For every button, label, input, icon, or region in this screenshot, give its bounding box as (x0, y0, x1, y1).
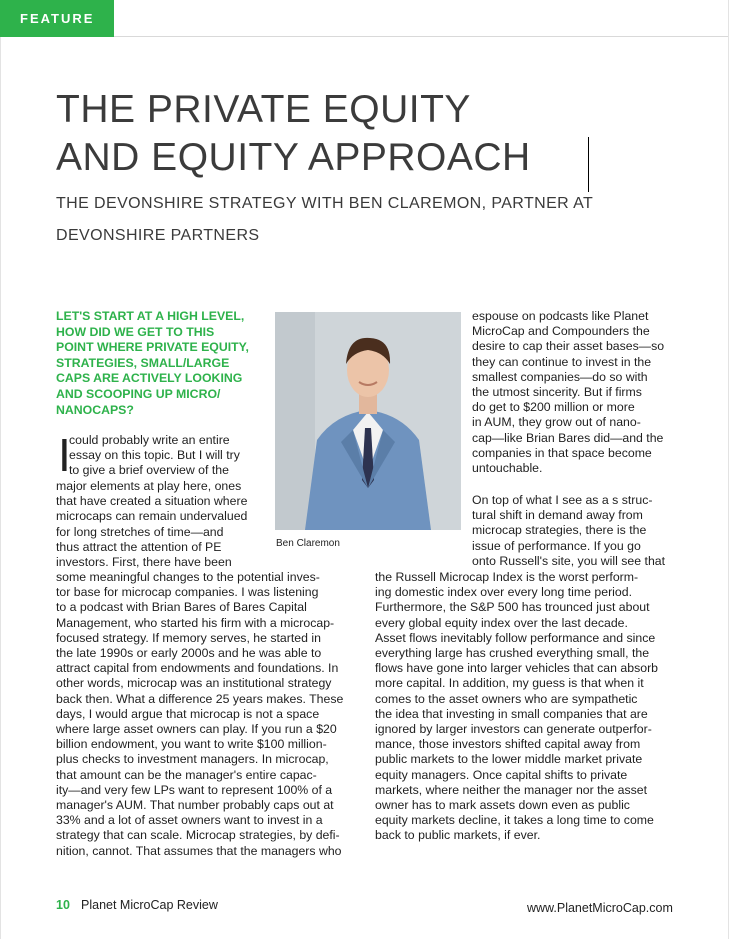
subtitle-line-1: THE DEVONSHIRE STRATEGY WITH BEN CLAREMON, PARTNER AT (56, 195, 594, 212)
question-line: POINT WHERE PRIVATE EQUITY, (56, 340, 249, 355)
body-line: they can continue to invest in the (472, 354, 652, 369)
col1-full-text (56, 570, 343, 859)
body-line: ity—and very few LPs want to represent 100% of a (56, 782, 333, 797)
body-line: untouchable. (472, 461, 543, 476)
col2-full-text (375, 570, 658, 844)
body-line: On top of what I see as a s struc- (472, 493, 653, 507)
body-line: owner has to mark assets down even as public (375, 798, 630, 813)
body-line: days, I would argue that microcap is not a space (56, 706, 320, 721)
body-line: equity markets decline, it takes a long time to come (375, 813, 654, 828)
body-line: everything large has crushed everything small, the (375, 646, 650, 661)
body-line: that amount can be the manager's entire capac- (56, 767, 317, 782)
body-line: microcap strategies, there is the (472, 523, 647, 538)
body-line: thus attract the attention of PE (56, 539, 222, 554)
body-line: the Russell Microcap Index is the worst perform- (375, 570, 639, 584)
body-line: equity managers. Once capital shifts to private (375, 767, 628, 782)
body-line: the idea that investing in small companies that are (375, 706, 648, 721)
body-line: do get to $200 million or more (472, 400, 635, 415)
body-line: markets, where neither the manager nor the asset (375, 782, 648, 797)
article-subtitle (56, 188, 676, 252)
subtitle-line-2: DEVONSHIRE PARTNERS (56, 227, 260, 244)
text-cursor (588, 137, 589, 192)
photo-caption: Ben Claremon (276, 538, 340, 549)
body-line: in AUM, they grow out of nano- (472, 415, 641, 430)
body-line: issue of performance. If you go (472, 538, 641, 553)
body-line: flows have gone into larger vehicles that can absorb (375, 661, 658, 676)
body-line: plus checks to investment managers. In microcap, (56, 752, 329, 767)
question-line: NANOCAPS? (56, 402, 134, 417)
body-line: for long stretches of time—and (56, 524, 224, 539)
body-line: companies in that space become (472, 445, 652, 460)
portrait-illustration (275, 312, 461, 530)
header-rule (114, 36, 729, 37)
body-line: more capital. In addition, my guess is that when it (375, 676, 644, 691)
body-line: desire to cap their asset bases—so (472, 339, 665, 354)
drop-cap: I (58, 429, 71, 481)
body-line: investors. First, there have been (56, 555, 232, 570)
col3-para2 (472, 493, 665, 569)
website-url[interactable]: www.PlanetMicroCap.com (527, 901, 673, 915)
col1-narrow-text (56, 479, 247, 570)
question-line: CAPS ARE ACTIVELY LOOKING (56, 371, 243, 386)
body-line: Asset flows inevitably follow performance and since (375, 630, 656, 645)
body-line: some meaningful changes to the potential inves- (56, 570, 320, 584)
body-line: MicroCap and Compounders the (472, 324, 650, 339)
title-line-2: AND EQUITY APPROACH (56, 136, 531, 179)
body-line: public markets to the lower middle market private (375, 752, 643, 767)
question-line: AND SCOOPING UP MICRO/ (56, 386, 221, 401)
body-line: back then. What a difference 25 years makes. These (56, 691, 344, 706)
body-line: ing domestic index over every long time period. (375, 585, 632, 600)
body-line: the late 1990s or early 2000s and he was able to (56, 646, 322, 661)
body-line: onto Russell's site, you will see that (472, 553, 666, 568)
body-line: microcaps can remain undervalued (56, 509, 248, 524)
body-line: ignored by larger investors can generate outperfor- (375, 722, 652, 737)
body-line: where large asset owners can play. If you run a $20 (56, 722, 337, 737)
body-line: espouse on podcasts like Planet (472, 309, 649, 323)
body-line: tural shift in demand away from (472, 508, 643, 523)
body-line: the utmost sincerity. But if firms (472, 385, 642, 400)
section-tab: FEATURE (0, 0, 114, 37)
body-line: focused strategy. If memory serves, he started in (56, 630, 321, 645)
body-line: mance, those investors shifted capital away from (375, 737, 641, 752)
body-line: essay on this topic. But I will try (69, 448, 240, 463)
body-line: 33% and a lot of asset owners want to invest in a (56, 813, 323, 828)
publication-name: Planet MicroCap Review (81, 898, 218, 912)
body-line: tor base for microcap companies. I was listening (56, 585, 319, 600)
body-line: Management, who started his firm with a microcap- (56, 615, 335, 630)
body-line: that have created a situation where (56, 494, 248, 509)
body-line: Furthermore, the S&P 500 has trounced just about (375, 600, 650, 615)
col1-dropcap-text (69, 433, 240, 479)
body-line: comes to the asset owners who are sympathetic (375, 691, 638, 706)
body-line: smallest companies—do so with (472, 369, 648, 384)
body-line: to give a brief overview of the (69, 463, 229, 478)
body-line: to a podcast with Brian Bares of Bares Capital (56, 600, 307, 615)
body-line: strategy that can scale. Microcap strategies, by defi- (56, 828, 340, 843)
left-border (0, 37, 1, 939)
col3-para1 (472, 309, 664, 476)
portrait-photo (275, 312, 461, 530)
body-line: could probably write an entire (69, 433, 230, 447)
article-title (56, 86, 656, 182)
page-number: 10 (56, 898, 70, 912)
body-line: attract capital from endowments and foundations. In (56, 661, 339, 676)
body-line: nition, cannot. That assumes that the managers who (56, 843, 342, 858)
body-line: major elements at play here, ones (56, 479, 242, 493)
body-line: other words, microcap was an institutional strategy (56, 676, 332, 691)
question-line: STRATEGIES, SMALL/LARGE (56, 355, 230, 370)
body-line: manager's AUM. That number probably caps out at (56, 798, 334, 813)
body-line: back to public markets, if ever. (375, 828, 541, 843)
body-line: cap—like Brian Bares did—and the (472, 430, 664, 445)
question-line: LET'S START AT A HIGH LEVEL, (56, 309, 245, 323)
question-line: HOW DID WE GET TO THIS (56, 324, 215, 339)
body-line: every global equity index over the last decade. (375, 615, 628, 630)
body-line: billion endowment, you want to write $100 million- (56, 737, 327, 752)
title-line-1: THE PRIVATE EQUITY (56, 88, 471, 131)
interview-question (56, 309, 256, 418)
